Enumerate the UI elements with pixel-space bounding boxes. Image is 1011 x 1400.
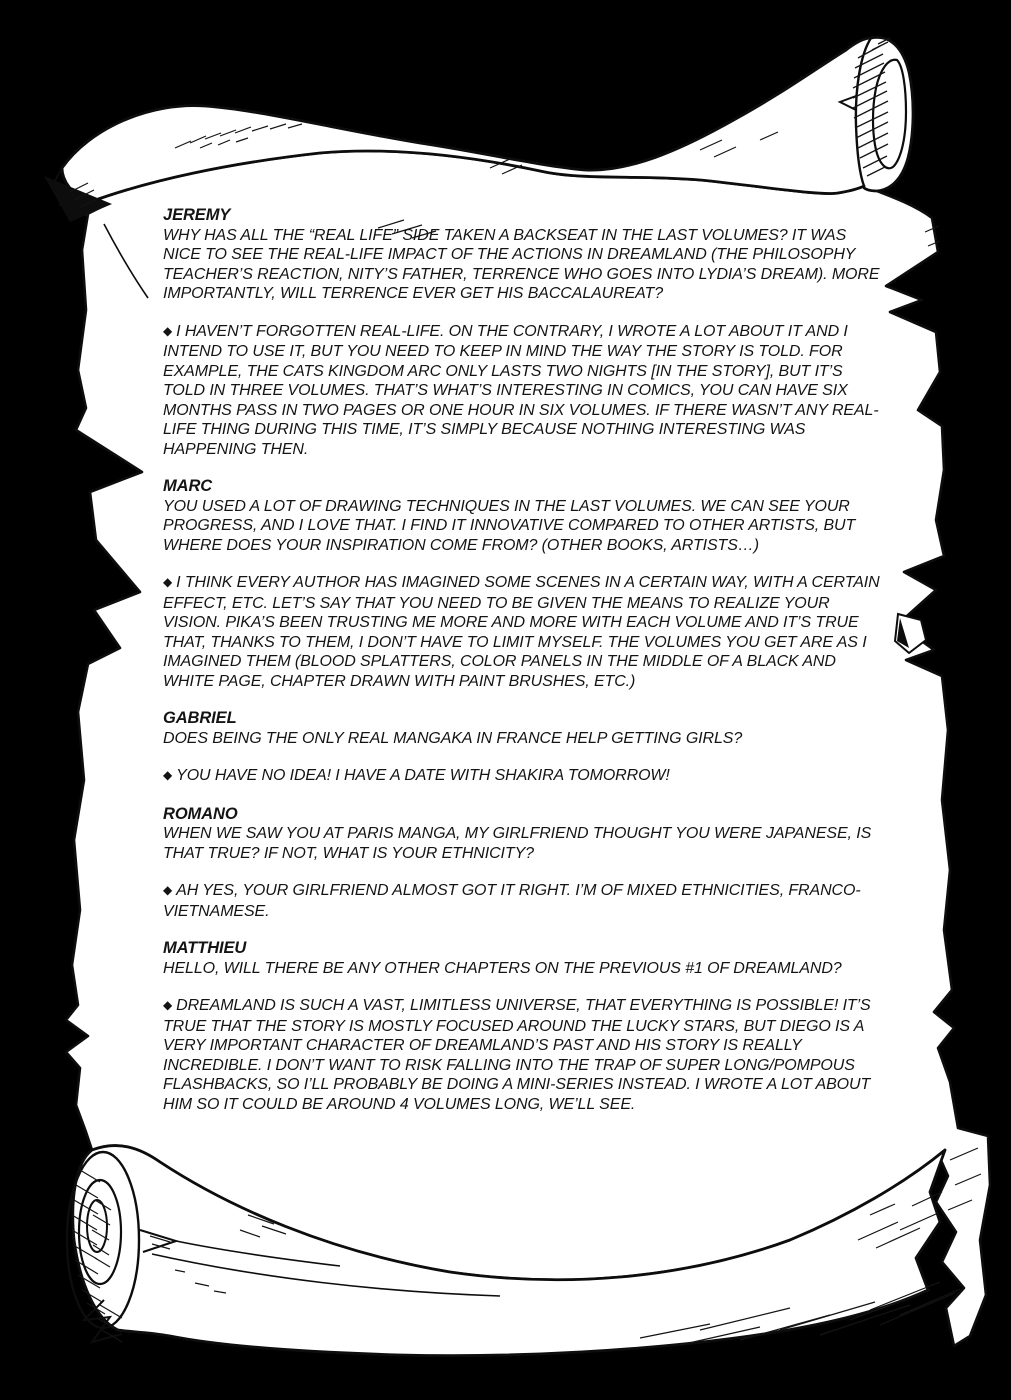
asker-name: GABRIEL: [163, 709, 237, 727]
answer-paragraph: [163, 766, 887, 787]
qa-block: [163, 206, 887, 459]
diamond-bullet-icon: ◆: [163, 768, 173, 782]
asker-name: MARC: [163, 477, 213, 495]
asker-name: JEREMY: [163, 206, 231, 224]
question-text: WHEN WE SAW YOU AT PARIS MANGA, MY GIRLFRIEND THOUGHT YOU WERE JAPANESE, IS THAT TRUE? IF NOT, WHAT IS YOUR ETHNICITY?: [163, 825, 872, 862]
answer-paragraph: [163, 881, 887, 921]
question-text: DOES BEING THE ONLY REAL MANGAKA IN FRANCE HELP GETTING GIRLS?: [163, 729, 743, 747]
diamond-bullet-icon: ◆: [163, 575, 173, 589]
answer-text: DREAMLAND IS SUCH A VAST, LIMITLESS UNIVERSE, THAT EVERYTHING IS POSSIBLE! IT’S TRUE THAT THE STORY IS MOSTLY FOCUSED AROUND THE LUCKY STARS, BUT DIEGO IS A VERY IMPORTANT CHARACTER OF DREAMLAND’S PAST AND HIS STORY IS REALLY INCREDIBLE. I DON’T WANT TO RISK FALLING INTO THE TRAP OF SUPER LONG/POMPOUS FLASHBACKS, SO I’LL PROBABLY BE DOING A MINI-SERIES INSTEAD. I WROTE A LOT ABOUT HIM SO IT COULD BE AROUND 4 VOLUMES LONG, WE’LL SEE.: [163, 997, 871, 1113]
qa-block: [163, 939, 887, 1114]
qa-block: [163, 477, 887, 691]
question-text: HELLO, WILL THERE BE ANY OTHER CHAPTERS ON THE PREVIOUS #1 OF DREAMLAND?: [163, 959, 842, 977]
qa-text-column: [163, 206, 887, 1114]
answer-paragraph: [163, 322, 887, 460]
answer-text: I HAVEN’T FORGOTTEN REAL-LIFE. ON THE CONTRARY, I WROTE A LOT ABOUT IT AND I INTEND TO USE IT, BUT YOU NEED TO KEEP IN MIND THE WAY THE STORY IS TOLD. FOR EXAMPLE, THE CATS KINGDOM ARC ONLY LASTS TWO NIGHTS [IN THE STORY], BUT IT’S TOLD IN THREE VOLUMES. THAT’S WHAT’S INTERESTING IN COMICS, YOU CAN HAVE SIX MONTHS PASS IN TWO PAGES OR ONE HOUR IN SIX VOLUMES. IF THERE WASN’T ANY REAL-LIFE THING DURING THIS TIME, IT’S SIMPLY BECAUSE NOTHING INTERESTING WAS HAPPENING THEN.: [163, 322, 879, 458]
question-text: YOU USED A LOT OF DRAWING TECHNIQUES IN THE LAST VOLUMES. WE CAN SEE YOUR PROGRESS, AND I LOVE THAT. I FIND IT INNOVATIVE COMPARED TO OTHER ARTISTS, BUT WHERE DOES YOUR INSPIRATION COME FROM? (OTHER BOOKS, ARTISTS…): [163, 497, 856, 554]
qa-block: [163, 805, 887, 922]
diamond-bullet-icon: ◆: [163, 883, 173, 897]
question-text: WHY HAS ALL THE “REAL LIFE” SIDE TAKEN A BACKSEAT IN THE LAST VOLUMES? IT WAS NICE TO SEE THE REAL-LIFE IMPACT OF THE ACTIONS IN DREAMLAND (THE PHILOSOPHY TEACHER’S REACTION, NITY’S FATHER, TERRENCE WHO GOES INTO LYDIA’S DREAM). MORE IMPORTANTLY, WILL TERRENCE EVER GET HIS BACCALAUREAT?: [163, 226, 880, 302]
qa-block: [163, 709, 887, 787]
asker-name: MATTHIEU: [163, 939, 247, 957]
asker-name: ROMANO: [163, 804, 238, 823]
answer-text: AH YES, YOUR GIRLFRIEND ALMOST GOT IT RIGHT. I’M OF MIXED ETHNICITIES, FRANCO-VIETNAMESE.: [163, 882, 861, 920]
answer-text: I THINK EVERY AUTHOR HAS IMAGINED SOME SCENES IN A CERTAIN WAY, WITH A CERTAIN EFFECT, ETC. LET’S SAY THAT YOU NEED TO BE GIVEN THE MEANS TO REALIZE YOUR VISION. PIKA’S BEEN TRUSTING ME MORE AND MORE WITH EACH VOLUME AND IT’S TRUE THAT, THANKS TO THEM, I DON’T HAVE TO LIMIT MYSELF. THE VOLUMES YOU GET ARE AS I IMAGINED THEM (BLOOD SPLATTERS, COLOR PANELS IN THE MIDDLE OF A BLACK AND WHITE PAGE, CHAPTER DRAWN WITH PAINT BRUSHES, ETC.): [163, 574, 880, 690]
answer-paragraph: [163, 996, 887, 1114]
answer-paragraph: [163, 573, 887, 691]
diamond-bullet-icon: ◆: [163, 323, 173, 338]
diamond-bullet-icon: ◆: [163, 998, 173, 1012]
answer-text: YOU HAVE NO IDEA! I HAVE A DATE WITH SHAKIRA TOMORROW!: [176, 767, 670, 784]
